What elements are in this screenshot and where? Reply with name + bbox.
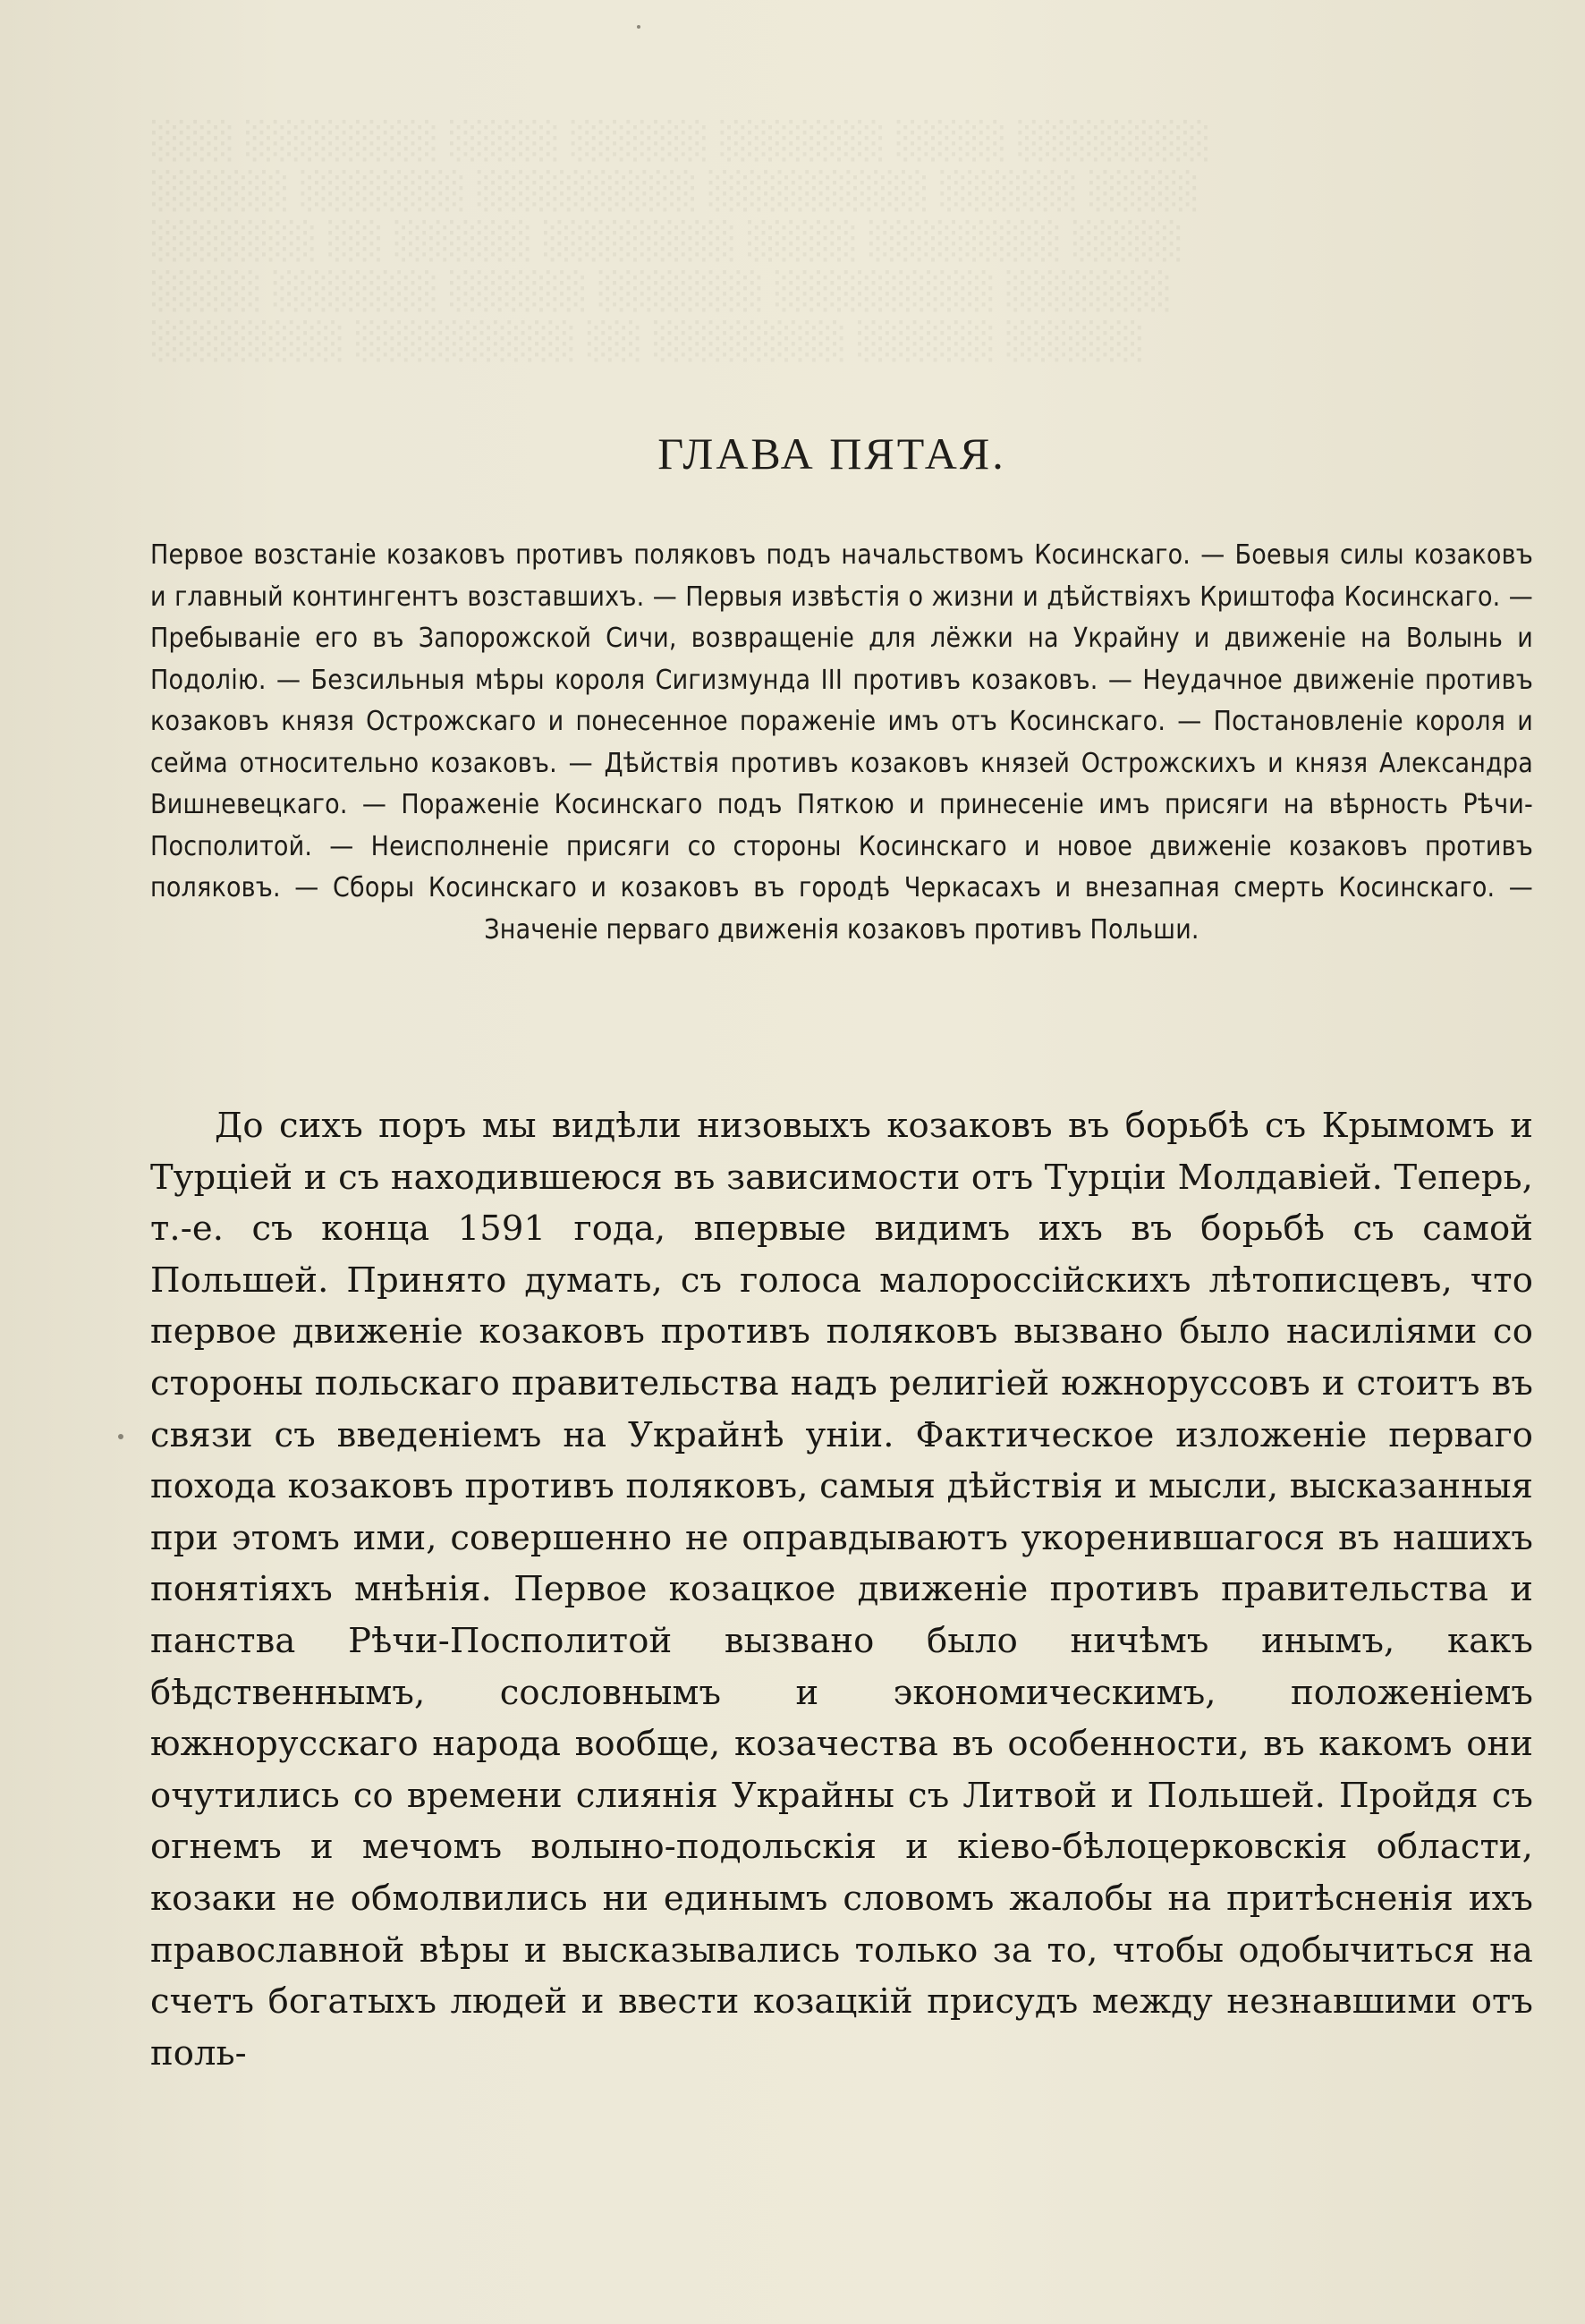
body-paragraph: До сихъ поръ мы видѣли низовыхъ козаковъ въ борьбѣ съ Крымомъ и Турціей и съ находившеюся въ зависимости отъ Турціи Молдавіей. Теперь, т.-е. съ конца 1591 года, впервые видимъ ихъ въ борьбѣ съ самой Польшей. Принято думать, съ голоса малороссійскихъ лѣтописцевъ, что первое движеніе козаковъ противъ поляковъ вызвано было насиліями со стороны польскаго правительства надъ религіей южноруссовъ и стоитъ въ связи съ введеніемъ на Украйнѣ уніи. Фактическое изложеніе перваго похода козаковъ противъ поляковъ, самыя дѣйствія и мысли, высказанныя при этомъ ими, совершенно не оправдываютъ укоренившагося въ нашихъ понятіяхъ мнѣнія. Первое козацкое движеніе противъ правительства и панства Рѣчи-Посполитой вызвано было ничѣмъ инымъ, какъ бѣдственнымъ, сословнымъ и экономическимъ, положеніемъ южнорусскаго народа вообще, козачества въ особенности, въ какомъ они очутились со времени слиянія Украйны съ Литвой и Польшей. Пройдя съ огнемъ и мечомъ волыно-подольскія и кіево-бѣлоцерковскія области, козаки не обмолвились ни единымъ словомъ жалобы на притѣсненія ихъ православной вѣры и высказывались только за то, чтобы одобычиться на счетъ богатыхъ людей и ввести козацкій присудъ между незнавшими отъ поль-: [150, 1106, 1533, 2074]
bleed-through-shadow: ░░░ ░░░░░░░ ░░░░ ░░░░░ ░░░░░░ ░░░░ ░░░░░░░ ░░░░░ ░░░░░░ ░░░░░░░░ ░░░░░░░░ ░░░░░ ░░░░ ░░░░░░ ░░ ░░░░░ ░░░░░░░ ░░░░ ░░░░░░░ ░░░░ ░░░░ ░░░░░░ ░░░░░ ░░░░░░ ░░░░░░░░ ░░░░░░ ░░░░░░░ ░░░░░░░░ ░░ ░░░░░░░ ░░░░░ ░░░░░: [152, 121, 1211, 362]
ink-speck: [118, 1434, 123, 1439]
chapter-summary: Первое возстаніе козаковъ противъ поляковъ подъ начальствомъ Косинскаго. — Боевыя силы козаковъ и главный контингентъ возставшихъ. — Первыя извѣстія о жизни и дѣйствіяхъ Криштофа Косинскаго. — Пребываніе его въ Запорожской Сичи, возвращеніе для лёжки на Украйну и движеніе на Волынь и Подолію. — Безсильныя мѣры короля Сигизмунда III противъ козаковъ. — Неудачное движеніе противъ козаковъ князя Острожскаго и понесенное пораженіе имъ отъ Косинскаго. — Постановленіе короля и сейма относительно козаковъ. — Дѣйствія противъ козаковъ князей Острожскихъ и князя Александра Вишневецкаго. — Пораженіе Косинскаго подъ Пяткою и принесеніе имъ присяги на вѣрность Рѣчи-Посполитой. — Неисполненіе присяги со стороны Косинскаго и новое движеніе козаковъ противъ поляковъ. — Сборы Косинскаго и козаковъ въ городѣ Черкасахъ и внезапная смерть Косинскаго. — Значеніе перваго движенія козаковъ противъ Польши.: [150, 539, 1533, 946]
ink-speck: [637, 25, 640, 29]
chapter-title: ГЛАВА ПЯТАЯ.: [657, 428, 1006, 479]
